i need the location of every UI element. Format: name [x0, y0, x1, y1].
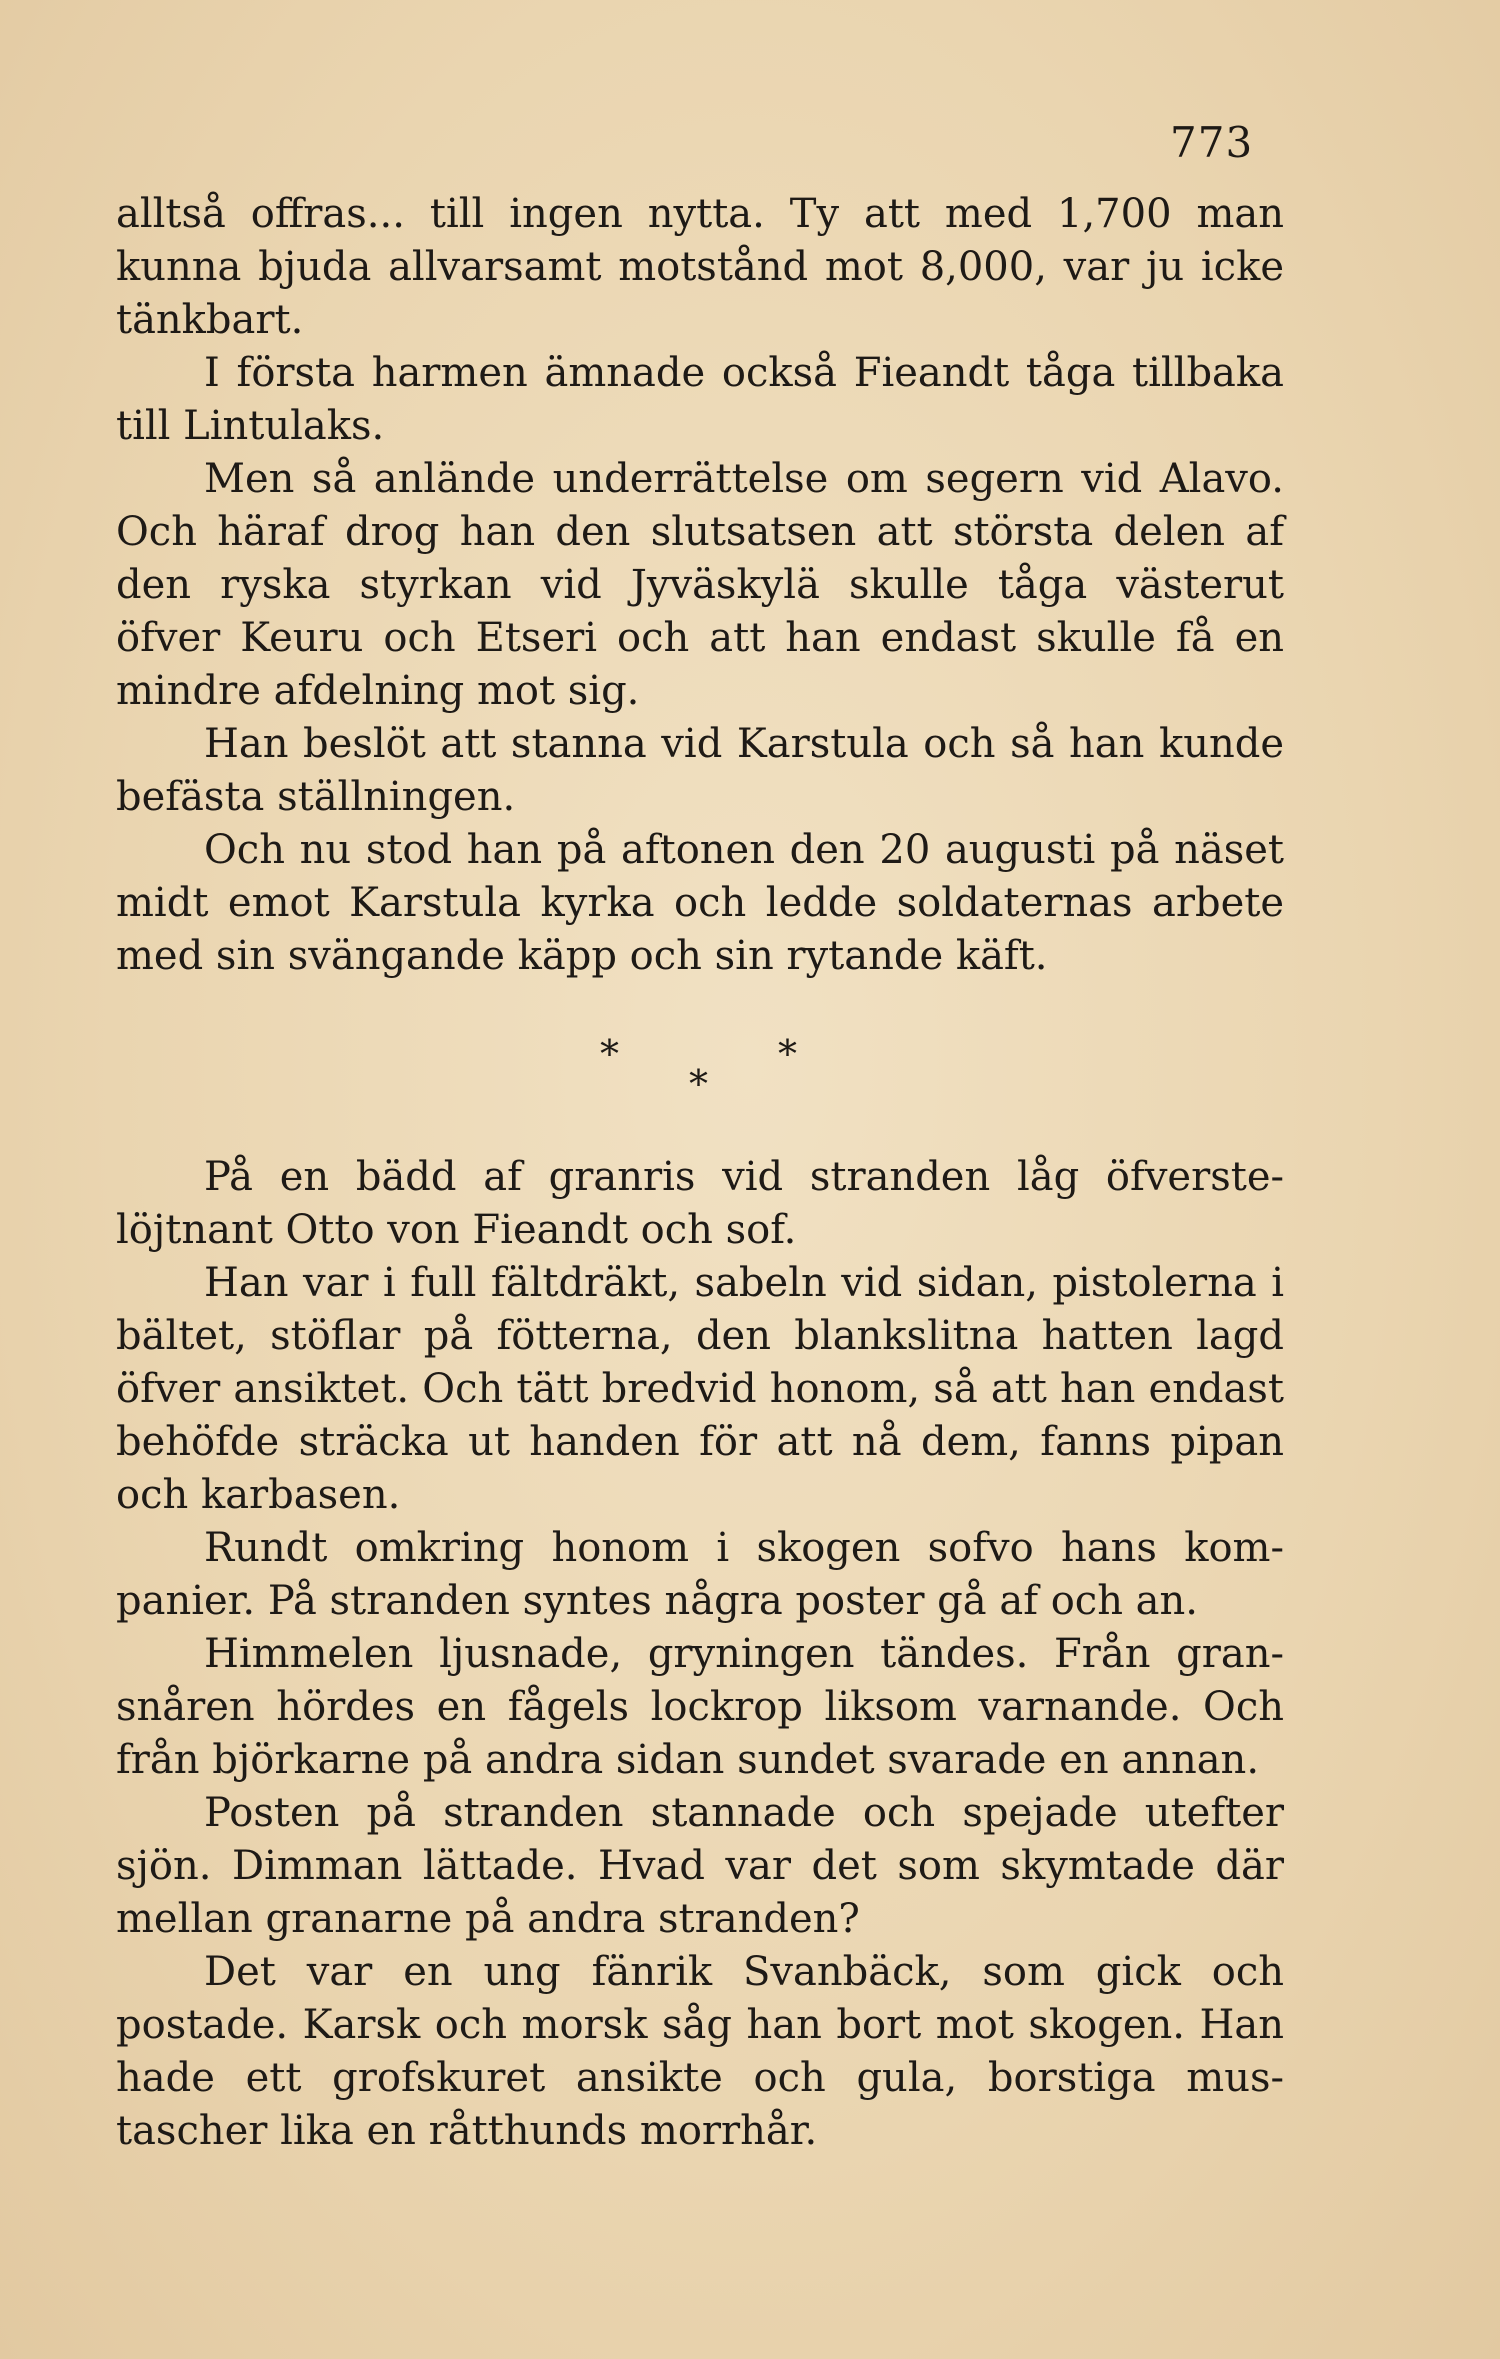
paragraph: Han var i full fältdräkt, sabeln vid sidan, pistolerna i bältet, stöflar på fötterna, den blankslitna hatten lagd öfver ansiktet. Och tätt bredvid honom, så att han endast behöfde sträcka ut handen för att nå dem, fanns pipan och karbasen.: [116, 1260, 1284, 1518]
section-separator: [116, 983, 1284, 1151]
paragraph: Rundt omkring honom i skogen sofvo hans kompanier. På stranden syntes några poster gå af och an.: [116, 1525, 1284, 1624]
text-section-after: [116, 1151, 1284, 2158]
separator-asterisk: *: [778, 1032, 797, 1076]
paragraph: Det var en ung fänrik Svanbäck, som gick och postade. Karsk och morsk såg han bort mot skogen. Han hade ett grofskuret ansikte och gula, borstiga mustascher lika en råtthunds morrhår.: [116, 1949, 1284, 2154]
paragraph: I första harmen ämnade också Fieandt tåga tillbaka till Lintulaks.: [116, 350, 1284, 449]
paragraph: Och nu stod han på aftonen den 20 augusti på näset midt emot Karstula kyrka och ledde soldaternas arbete med sin svängande käpp och sin rytande käft.: [116, 827, 1284, 979]
paragraph: På en bädd af granris vid stranden låg öfverstelöjtnant Otto von Fieandt och sof.: [116, 1154, 1284, 1253]
paragraph: Himmelen ljusnade, gryningen tändes. Från gransnåren hördes en fågels lockrop liksom varnande. Och från björkarne på andra sidan sundet svarade en annan.: [116, 1631, 1284, 1783]
paragraph: Men så anlände underrättelse om segern vid Alavo. Och häraf drog han den slutsatsen att största delen af den ryska styrkan vid Jyväskylä skulle tåga västerut öfver Keuru och Etseri och att han endast skulle få en mindre afdelning mot sig.: [116, 456, 1284, 714]
paragraph: alltså offras... till ingen nytta. Ty att med 1,700 man kunna bjuda allvarsamt motstånd mot 8,000, var ju icke tänkbart.: [116, 191, 1284, 343]
paragraph: Han beslöt att stanna vid Karstula och så han kunde befästa ställningen.: [116, 721, 1284, 820]
text-section-before: [116, 188, 1284, 983]
page-text: [116, 188, 1284, 2158]
separator-asterisk: *: [600, 1032, 619, 1076]
separator-asterisk: *: [689, 1062, 708, 1106]
paragraph: Posten på stranden stannade och spejade utefter sjön. Dimman lättade. Hvad var det som skymtade där mellan granarne på andra stranden?: [116, 1790, 1284, 1942]
page-number: 773: [1170, 118, 1254, 167]
